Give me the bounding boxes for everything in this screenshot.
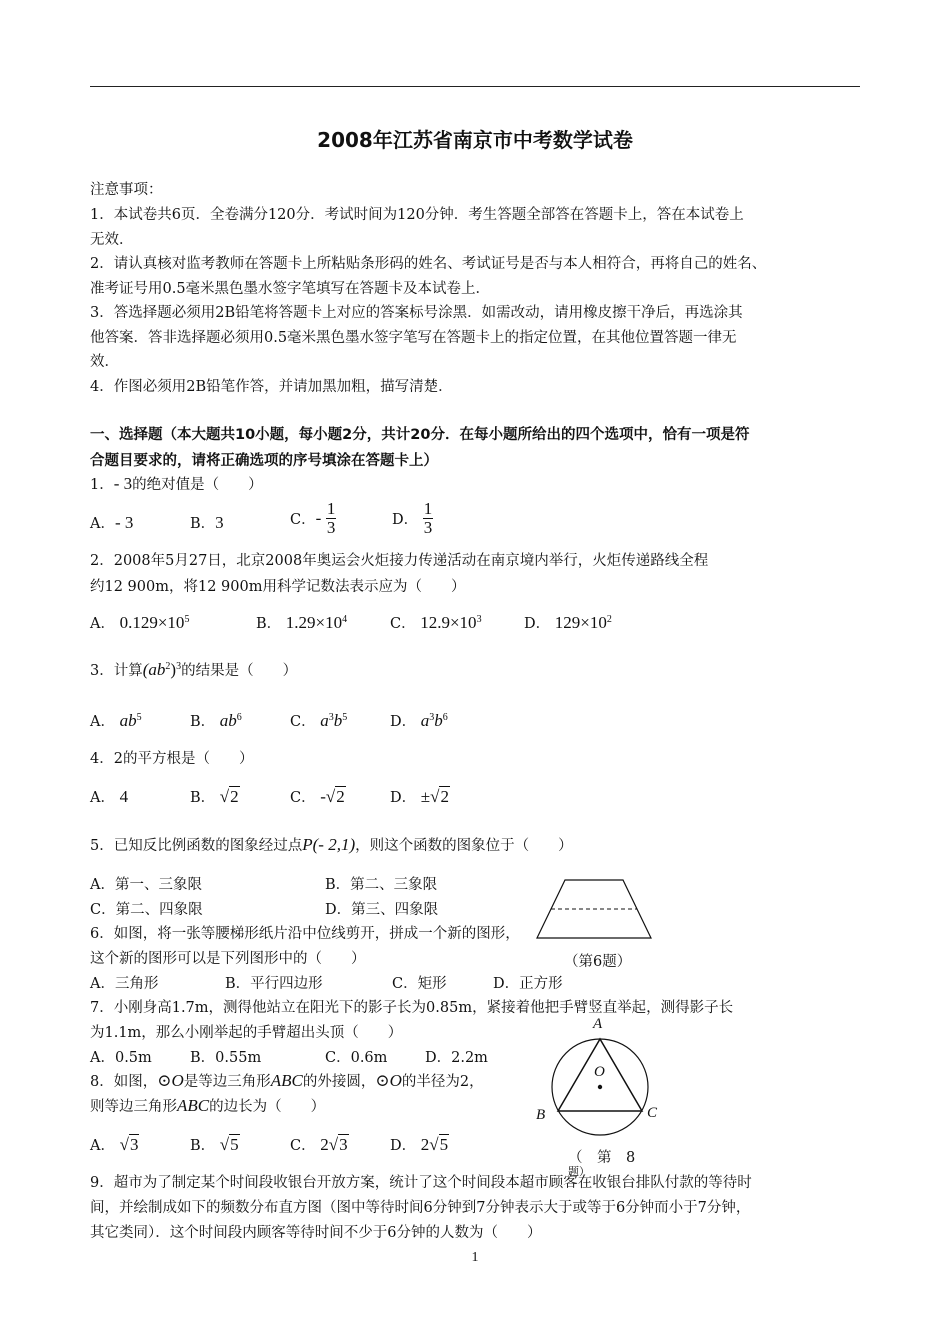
q1-math: - 3 [113, 474, 133, 493]
q5-option-b: B．第二、三象限 [325, 877, 438, 893]
notice-line: 3．答选择题必须用2B铅笔将答题卡上对应的答案标号涂黑．如需改动，请用橡皮擦干净后，再选涂其 [90, 305, 743, 321]
question-6-stem: 这个新的图形可以是下列图形中的（ ） [90, 951, 366, 967]
question-8-stem: 则等边三角形ABC的边长为（ ） [90, 1096, 326, 1115]
question-2-stem: 2．2008年5月27日，北京2008年奥运会火炬接力传递活动在南京境内举行，火炬传递路线全程 [90, 553, 709, 569]
figure-6-caption: （第6题） [564, 954, 632, 970]
question-9-stem: 9．超市为了制定某个时间段收银台开放方案，统计了这个时间段本超市顾客在收银台排队付款的等待时 [90, 1175, 752, 1191]
vertex-label-b: B [536, 1107, 546, 1123]
q7-option-d: D．2.2m [425, 1050, 488, 1066]
q8-option-b: B． √5 [190, 1135, 239, 1154]
notice-line: 他答案．答非选择题必须用0.5毫米黑色墨水签字笔写在答题卡上的指定位置，在其他位置答题一律无 [90, 330, 737, 346]
q3-option-d: D． $a^3b^6$ [390, 711, 448, 730]
q1-number: 1． [90, 477, 114, 493]
q1-option-c: C．- $\frac{1}{3}$ [290, 499, 336, 537]
section-heading: 合题目要求的，请将正确选项的序号填涂在答题卡上） [90, 453, 438, 469]
notice-line: 效． [90, 354, 119, 370]
q1-text: 的绝对值是（ ） [132, 477, 263, 493]
question-2-stem: 约12 900m，将12 900m用科学记数法表示应为（ ） [90, 579, 466, 595]
question-9-stem: 间，并绘制成如下的频数分布直方图（图中等待时间6分钟到7分钟表示大于或等于6分钟而小于7分钟， [90, 1200, 751, 1216]
trapezoid-figure [535, 876, 653, 942]
q8-option-c: C． 2√3 [290, 1135, 348, 1154]
figure-8-caption: 题） [568, 1165, 590, 1178]
q3-option-a: A． $ab^5$ [90, 711, 142, 730]
q4-option-a: A． 4 [90, 787, 129, 806]
q1-option-b: B．3 [190, 513, 224, 532]
q6-option-a: A．三角形 [90, 976, 159, 992]
header-rule [90, 86, 860, 87]
q6-option-b: B．平行四边形 [225, 976, 323, 992]
sqrt: √2 [219, 787, 239, 806]
notice-line: 1．本试卷共6页．全卷满分120分．考试时间为120分钟．考生答题全部答在答题卡上，答在本试卷上 [90, 207, 744, 223]
page-number: 1 [471, 1250, 479, 1265]
notice-heading: 注意事项： [90, 182, 163, 198]
q4-option-d: D． ±√2 [390, 787, 449, 806]
sqrt: √2 [325, 787, 345, 806]
q2-option-c: C． $12.9\times 10^3$ [390, 613, 482, 632]
q6-option-d: D．正方形 [493, 976, 563, 992]
question-4-stem: 4．2的平方根是（ ） [90, 751, 254, 767]
center-label-o: O [594, 1064, 605, 1080]
q4-option-b: B． √2 [190, 787, 239, 806]
vertex-label-a: A [593, 1016, 603, 1032]
notice-line: 2．请认真核对监考教师在答题卡上所粘贴条形码的姓名、考试证号是否与本人相符合，再将自己的姓名、 [90, 256, 767, 272]
vertex-label-c: C [647, 1105, 658, 1121]
notice-line: 4．作图必须用2B铅笔作答，并请加黑加粗，描写清楚． [90, 379, 453, 395]
circle-triangle-figure [530, 1016, 670, 1148]
question-1-stem [90, 473, 263, 494]
q1-option-d: D． $\frac{1}{3}$ [392, 499, 433, 537]
question-6-stem: 6．如图，将一张等腰梯形纸片沿中位线剪开，拼成一个新的图形， [90, 926, 520, 942]
fraction: $\frac{1}{3}$ [326, 499, 336, 537]
fraction: $\frac{1}{3}$ [423, 499, 433, 537]
question-9-stem: 其它类同）．这个时间段内顾客等待时间不少于6分钟的人数为（ ） [90, 1225, 542, 1241]
q7-option-b: B．0.55m [190, 1050, 262, 1066]
q8-option-d: D． 2√5 [390, 1135, 449, 1154]
q6-option-c: C．矩形 [392, 976, 447, 992]
figure-8-caption: （ 第 8 [568, 1150, 636, 1166]
q5-option-a: A．第一、三象限 [90, 877, 202, 893]
inscribed-triangle-diagram [530, 1016, 670, 1148]
q5-option-c: C．第二、四象限 [90, 902, 203, 918]
q3-option-c: C． $a^3b^5$ [290, 711, 348, 730]
section-heading: 一、选择题（本大题共10小题，每小题2分，共计20分．在每小题所给出的四个选项中，恰有一项是符 [90, 427, 750, 443]
question-8-stem: 8．如图，⊙O是等边三角形ABC的外接圆，⊙O的半径为2， [90, 1071, 484, 1090]
question-7-stem: 为1.1m，那么小刚举起的手臂超出头顶（ ） [90, 1025, 403, 1041]
q2-option-a: A． $0.129\times 10^5$ [90, 613, 190, 632]
q5-option-d: D．第三、四象限 [325, 902, 439, 918]
q2-option-d: D． $129\times 10^2$ [524, 613, 612, 632]
q3-option-b: B． $ab^6$ [190, 711, 242, 730]
page-title: 2008年江苏省南京市中考数学试卷 [317, 128, 633, 152]
question-7-stem: 7．小刚身高1.7m，测得他站立在阳光下的影子长为0.85m，紧接着他把手臂竖直举起，测得影子长 [90, 1000, 734, 1016]
q7-option-a: A．0.5m [90, 1050, 152, 1066]
question-3-stem: 3．计算$(ab^2)^3$的结果是（ ） [90, 660, 298, 679]
question-5-stem: 5．已知反比例函数的图象经过点P(- 2,1)，则这个函数的图象位于（ ） [90, 835, 573, 854]
notice-line: 准考证号用0.5毫米黑色墨水签字笔填写在答题卡及本试卷上． [90, 281, 491, 297]
trapezoid-diagram [535, 876, 653, 942]
sqrt: √2 [430, 787, 449, 806]
q8-option-a: A． √3 [90, 1135, 139, 1154]
q2-option-b: B． $1.29\times 10^4$ [256, 613, 348, 632]
q4-option-c: C． -√2 [290, 787, 345, 806]
q7-option-c: C．0.6m [325, 1050, 388, 1066]
q1-option-a: A．- 3 [90, 513, 134, 532]
notice-line: 无效． [90, 232, 134, 248]
